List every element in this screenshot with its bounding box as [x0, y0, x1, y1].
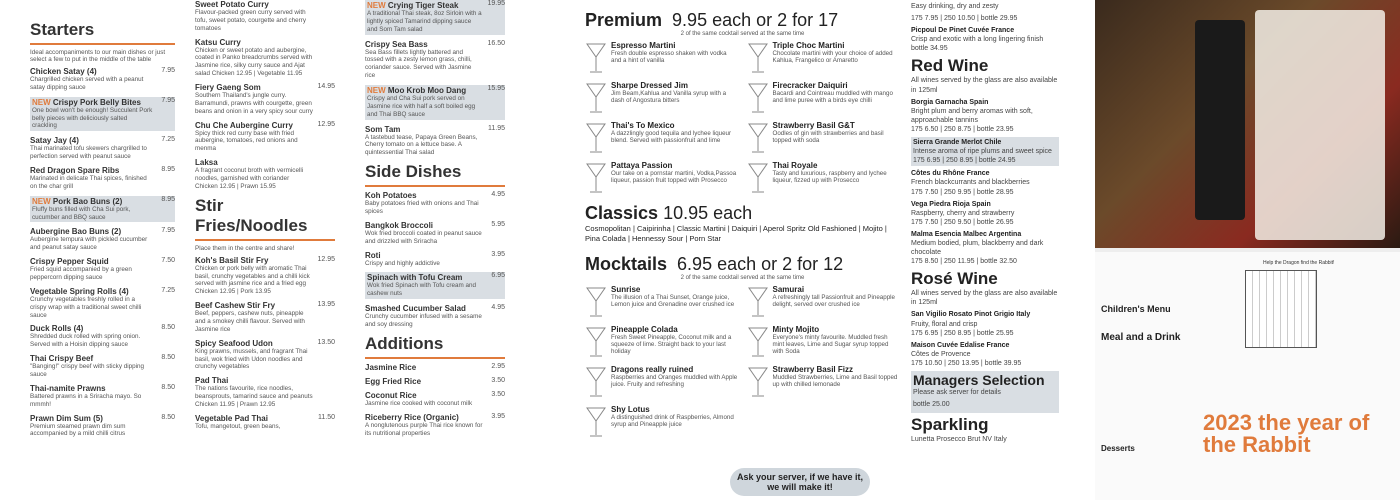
cocktail-glass-icon: [747, 365, 769, 399]
red-wine-desc: Raspberry, cherry and strawberry: [911, 209, 1015, 217]
main-item: [365, 0, 505, 35]
premium-sub: 2 of the same cocktail served at the same time: [680, 31, 805, 37]
mocktail-item: [585, 365, 739, 399]
red-wine-price: 175 6.50 | 250 8.75 | bottle 23.95: [911, 125, 1014, 133]
starter-item-desc: Premium steamed prawn dim sum accompanied by a mild chilli citrus: [30, 422, 126, 438]
cocktail-glass-icon: [585, 121, 607, 155]
starter-item-price: 7.95: [161, 227, 175, 235]
mocktail-item: [585, 325, 739, 359]
curry-item: [195, 158, 335, 191]
mocktail-name: Minty Mojito: [772, 324, 820, 334]
side-item-desc: Wok fried Spinach with Tofu cream and cashew nuts: [367, 282, 476, 298]
rose-sub: All wines served by the glass are also available in 125ml: [911, 290, 1058, 307]
rose-wine-item: [911, 341, 1059, 368]
cocktail-glass-icon: [585, 365, 607, 399]
stir-fry-item: [195, 339, 335, 372]
curry-item-desc: Chicken or sweet potato and aubergine, coated in Panko breadcrumbs served with Jasmine rice, silky curry sauce and Ajat salad Chicken 12.95 | Vegetable 11.95: [195, 46, 313, 78]
rose-heading: Rosé Wine: [911, 269, 998, 289]
addition-item-name: Jasmine Rice: [365, 362, 417, 372]
main-item-name: Som Tam: [365, 124, 401, 134]
starter-item-price: 8.50: [161, 324, 175, 332]
starter-item-name: Satay Jay (4): [30, 136, 79, 146]
rabbit-year-title: 2023 the year of the Rabbit: [1203, 410, 1370, 457]
curry-item: [195, 38, 335, 78]
starter-item-desc: One bowl won't be enough! Succulent Pork belly pieces with deliciously salted crackling: [32, 106, 153, 130]
stir-fry-item-desc: Tofu, mangetout, green beans,: [195, 422, 281, 430]
main-item-price: 16.50: [487, 39, 505, 47]
starter-item: [30, 97, 175, 132]
classics-heading: Classics 10.95 each: [585, 203, 753, 223]
sparkling-item: Lunetta Prosecco Brut NV Italy: [911, 436, 1007, 444]
starter-item: [30, 196, 175, 223]
starter-item-name: Red Dragon Spare Ribs: [30, 166, 120, 176]
stir-fry-item-price: 13.95: [317, 301, 335, 309]
rose-wine-name: San Vigilio Rosato Pinot Grigio Italy: [911, 311, 1031, 319]
rose-wine-price: 175 10.50 | 250 13.95 | bottle 39.95: [911, 359, 1022, 367]
maze-graphic: [1245, 270, 1317, 348]
cocktail-glass-icon: [585, 325, 607, 359]
starter-item: [30, 227, 175, 252]
starters-desc: Ideal accompaniments to our main dishes or just select a few to put in the middle of the table: [30, 49, 166, 63]
red-wine-price: 175 7.50 | 250 9.95 | bottle 28.95: [911, 188, 1014, 196]
wine-panel: [905, 0, 1095, 500]
starter-item-desc: Aubergine tempura with pickled cucumber and peanut satay sauce: [30, 236, 148, 252]
starter-item-name: Crispy Pepper Squid: [30, 257, 109, 267]
mocktail-item: [747, 285, 901, 319]
premium-cocktail-name: Thai's To Mexico: [611, 121, 675, 130]
addition-item-price: 3.50: [491, 390, 505, 398]
main-item: [365, 125, 505, 158]
curry-item: [195, 83, 335, 116]
food-menu-panel: [0, 0, 580, 500]
starter-item: [30, 287, 175, 320]
starter-item-price: 7.25: [161, 136, 175, 144]
starter-item-name: Prawn Dim Sum (5): [30, 413, 103, 423]
picpoul-item: Picpoul De Pinet Cuvée France Crisp and exotic with a long lingering finish bottle 34.95: [911, 27, 1044, 53]
starter-item-name: Aubergine Bao Buns (2): [30, 227, 122, 237]
restaurant-photo: [1095, 0, 1400, 248]
side-item-price: 6.95: [491, 272, 505, 280]
red-wine-desc: French blackcurrants and blackberries: [911, 179, 1030, 187]
mocktail-desc: The illusion of a Thai Sunset, Orange juice, Lemon juice and Grenadine over crushed ice: [611, 293, 735, 308]
curry-item-name: Chu Che Aubergine Curry: [195, 120, 293, 130]
curry-item-desc: Southern Thailand's jungle curry. Barramundi, prawns with courgette, green beans and onion in a very spicy sour curry: [195, 92, 313, 115]
divider: [365, 185, 505, 187]
kids-desserts: Desserts: [1101, 444, 1135, 453]
addition-item-name: Riceberry Rice (Organic): [365, 412, 459, 422]
side-item: [365, 251, 505, 268]
starter-item-price: 8.50: [161, 413, 175, 421]
kids-menu-image: [1095, 252, 1400, 500]
premium-cocktail-item: [585, 121, 739, 155]
starter-item-price: 8.50: [161, 354, 175, 362]
side-item-price: 4.95: [491, 191, 505, 199]
divider: [195, 239, 335, 241]
stir-fry-item-desc: King prawns, mussels, and fragrant Thai basil, wok fried with Udon noodles and crunchy vegetables: [195, 347, 308, 371]
starter-item: [30, 166, 175, 191]
main-item-desc: A tastebud tease, Papaya Green Beans, Cherry tomato on a lettuce base. A quintessential Thai salad: [365, 133, 478, 157]
starter-item-name: NEW Crispy Pork Belly Bites: [32, 97, 141, 107]
main-item-desc: Crispy and Cha Sui pork served on Jasmine rice with half a soft boiled egg and Thai BBQ sauce: [367, 95, 476, 118]
managers-selection: Managers Selection Please ask server for details bottle 25.00: [911, 371, 1059, 413]
mocktail-desc: Raspberries and Oranges muddled with Apple juice. Fruity and refreshing: [611, 373, 738, 388]
maze-title: Help the Dragon find the Rabbit!: [1263, 260, 1335, 266]
mocktail-name: Samurai: [772, 284, 805, 294]
mocktail-item: [747, 365, 901, 399]
rose-wine-desc: Fruity, floral and crisp: [911, 320, 978, 328]
starter-item-desc: Chargrilled chicken served with a peanut satay dipping sauce: [30, 76, 144, 91]
red-wine-price: 175 6.95 | 250 8.95 | bottle 24.95: [913, 157, 1016, 165]
main-item-price: 15.95: [487, 85, 505, 93]
stir-fry-item-name: Spicy Seafood Udon: [195, 338, 273, 348]
starter-item-desc: Marinated in delicate Thai spices, finished on the char grill: [30, 175, 147, 190]
starter-item-desc: Battered prawns in a Sriracha mayo. So mmmh!: [30, 392, 142, 408]
curry-item-desc: Spicy thick red curry base with fried aubergine, tomatoes, red onions and menma: [195, 129, 298, 153]
cocktail-glass-icon: [585, 41, 607, 75]
addition-item: [365, 377, 505, 386]
stir-fry-item-name: Beef Cashew Stir Fry: [195, 301, 276, 311]
starter-item: [30, 384, 175, 409]
mocktail-item: [747, 325, 901, 359]
premium-cocktail-item: [747, 81, 901, 115]
cocktail-glass-icon: [747, 325, 769, 359]
cocktail-glass-icon: [585, 81, 607, 115]
side-item: [365, 221, 505, 246]
premium-cocktail-desc: Our take on a pornstar martini, Vodka,Passoa liqueur, passion fruit topped with Prosecco: [611, 170, 737, 185]
starter-item: [30, 257, 175, 282]
stir-fries-heading: Stir Fries/Noodles: [195, 195, 308, 235]
premium-cocktail-desc: Jim Beam,Kahlua and Vanilla syrup with a dash of Angostura bitters: [611, 90, 727, 105]
main-item-name: NEW Moo Krob Moo Dang: [367, 86, 467, 96]
addition-item-name: Egg Fried Rice: [365, 376, 422, 386]
starter-item-price: 7.25: [161, 286, 175, 294]
cocktail-glass-icon: [747, 285, 769, 319]
premium-cocktail-desc: Fresh double espresso shaken with vodka and a hint of vanilla: [611, 50, 727, 65]
curry-item-price: 12.95: [317, 120, 335, 128]
premium-cocktail-name: Pattaya Passion: [611, 161, 673, 170]
side-dishes-heading: Side Dishes: [365, 162, 462, 182]
rose-wine-price: 175 6.95 | 250 8.95 | bottle 25.95: [911, 329, 1014, 337]
side-item-name: Roti: [365, 250, 381, 260]
mocktail-name: Strawberry Basil Fizz: [772, 364, 853, 374]
starter-item-price: 8.50: [161, 383, 175, 391]
red-wine-item: [911, 169, 1059, 196]
receipt-image: [1255, 10, 1385, 240]
cocktail-glass-icon: [747, 121, 769, 155]
wine-top-desc: Easy drinking, dry and zesty: [911, 3, 999, 10]
red-wine-price: 175 7.50 | 250 9.50 | bottle 26.95: [911, 218, 1014, 226]
side-item: [365, 191, 505, 216]
premium-cocktail-name: Espresso Martini: [611, 41, 676, 50]
red-wine-price: 175 8.50 | 250 11.95 | bottle 32.50: [911, 258, 1017, 266]
stir-fry-item-price: 11.50: [318, 413, 335, 421]
curry-item-name: Katsu Curry: [195, 37, 241, 47]
premium-cocktail-item: [747, 41, 901, 75]
stir-fry-item: [195, 301, 335, 334]
addition-item: [365, 363, 505, 372]
side-item-desc: Baby potatoes fried with onions and Thai spices: [365, 200, 479, 216]
starter-item: [30, 354, 175, 379]
divider: [30, 43, 175, 45]
addition-item-desc: Jasmine rice cooked with coconut milk: [365, 399, 473, 407]
curry-item-name: Sweet Potato Curry: [195, 0, 269, 9]
premium-cocktail-name: Sharpe Dressed Jim: [611, 81, 688, 90]
premium-cocktail-item: [585, 81, 739, 115]
mocktail-name: Pineapple Colada: [611, 324, 678, 334]
premium-cocktail-desc: A dazzlingly good tequila and lychee liqueur blend. Served with passionfruit and lime: [611, 130, 732, 145]
sparkling-heading: Sparkling: [911, 415, 989, 435]
mocktail-desc: Muddled Strawberries, Lime and Basil topped up with chilled lemonade: [772, 373, 898, 388]
addition-item: [365, 391, 505, 408]
starters-heading: Starters: [30, 20, 95, 39]
cocktail-glass-icon: [585, 405, 607, 439]
cocktail-glass-icon: [747, 81, 769, 115]
mocktail-desc: Everyone's minty favourite. Muddled fresh mint leaves, Lime and Sugar syrup topped with Soda: [772, 333, 889, 356]
cocktail-glass-icon: [747, 41, 769, 75]
stir-fry-item-price: 13.50: [317, 338, 335, 346]
addition-item-price: 3.50: [491, 376, 505, 384]
stir-fry-item-desc: Chicken or pork belly with aromatic Thai basil, crunchy vegetables and a chilli kick served with jasmine rice and a fried egg Chicken 12.95 | Pork 13.95: [195, 264, 310, 296]
mains-column: [365, 0, 505, 442]
stir-fries-desc: Place them in the centre and share!: [195, 244, 295, 252]
starter-item: [30, 136, 175, 161]
curry-item-name: Laksa: [195, 158, 218, 168]
starter-item-desc: Crunchy vegetables freshly rolled in a crispy wrap with a traditional sweet chilli sauce: [30, 295, 142, 319]
rose-wine-desc: Côtes de Provence: [911, 350, 971, 358]
main-item-price: 11.95: [488, 124, 505, 132]
side-item-price: 3.95: [491, 250, 505, 258]
red-wine-item: [911, 200, 1059, 227]
side-item-name: Bangkok Broccoli: [365, 220, 434, 230]
main-item-name: NEW Crying Tiger Steak: [367, 1, 459, 10]
stir-fry-item-name: Vegetable Pad Thai: [195, 413, 268, 423]
red-wine-item: [911, 230, 1059, 266]
premium-cocktail-name: Strawberry Basil G&T: [772, 121, 855, 130]
starter-item-desc: Fluffy buns filled with Cha Sui pork, cucumber and BBQ sauce: [32, 205, 131, 221]
red-list: [911, 98, 1059, 267]
cocktail-glass-icon: [585, 161, 607, 195]
main-item: [365, 40, 505, 80]
mocktail-name: Dragons really ruined: [611, 364, 694, 374]
red-wine-name: Borgia Garnacha Spain: [911, 98, 989, 106]
premium-cocktail-item: [747, 121, 901, 155]
mocktails-grid: [585, 285, 900, 439]
stir-fry-item: [195, 414, 335, 431]
stir-fry-item-name: Pad Thai: [195, 376, 229, 386]
stir-fry-item-price: 12.95: [317, 255, 335, 263]
mocktail-item: [585, 405, 739, 439]
addition-item-name: Coconut Rice: [365, 390, 417, 400]
starter-item-name: Thai-namite Prawns: [30, 383, 106, 393]
mocktails-heading: Mocktails 6.95 each or 2 for 12: [585, 253, 844, 274]
red-wine-name: Malma Esencia Malbec Argentina: [911, 230, 1022, 238]
cocktail-glass-icon: [585, 285, 607, 319]
stir-fry-item-desc: Beef, peppers, cashew nuts, pineapple and a smokey chilli flavour. Served with Jasmine rice: [195, 310, 305, 333]
mocktail-name: Sunrise: [611, 284, 641, 294]
premium-cocktail-desc: Bacardi and Cointreau muddled with mango and lime puree with a birds eye chilli: [772, 90, 893, 105]
addition-item-price: 3.95: [491, 412, 505, 420]
addition-item-desc: A nonglutenous purple Thai rice known for its nutritional properties: [365, 421, 483, 437]
starter-item: [30, 324, 175, 349]
divider: [365, 357, 505, 359]
starter-item-name: Chicken Satay (4): [30, 67, 97, 76]
side-item-desc: Wok fried broccoli coated in peanut sauce and drizzled with Sriracha: [365, 229, 482, 245]
curry-item-name: Fiery Gaeng Som: [195, 83, 261, 93]
stir-fry-item-desc: The nations favourite, rice noodles, beansprouts, tamarind sauce and peanuts Chicken 11.95 | Prawn 12.95: [195, 385, 313, 409]
starter-item: [30, 67, 175, 92]
starter-item-desc: Thai marinated tofu skewers chargrilled to perfection served with peanut sauce: [30, 145, 147, 161]
starter-item-price: 7.95: [161, 96, 175, 104]
premium-cocktail-item: [747, 161, 901, 195]
premium-cocktail-name: Thai Royale: [772, 161, 818, 170]
mocktails-sub: 2 of the same cocktail served at the same time: [680, 274, 805, 281]
premium-cocktail-desc: Chocolate martini with your choice of added Kahlua, Frangelico or Amaretto: [772, 50, 893, 65]
starter-item-price: 8.95: [161, 195, 175, 203]
mocktail-desc: A refreshingly tall Passionfruit and Pineapple delight, served over crushed ice: [772, 293, 895, 308]
side-item-desc: Crunchy cucumber infused with a sesame and soy dressing: [365, 313, 482, 329]
voucher-image: [1195, 20, 1245, 220]
red-wine-desc: Medium bodied, plum, blackberry and dark chocolate: [911, 239, 1044, 257]
premium-cocktail-item: [585, 161, 739, 195]
side-item-name: Spinach with Tofu Cream: [367, 273, 463, 283]
curry-item-price: 14.95: [317, 83, 335, 91]
mocktail-desc: A distinguished drink of Raspberries, Almond syrup and Pineapple juice: [611, 413, 734, 428]
premium-cocktail-desc: Tasty and luxurious, raspberry and lychee liqueur, fizzed up with Prosecco: [772, 170, 887, 185]
mocktail-item: [585, 285, 739, 319]
red-wine-name: Sierra Grande Merlot Chile: [913, 139, 1002, 147]
addition-item-price: 2.95: [491, 362, 505, 370]
curry-item-desc: A fragrant coconut broth with vermicelli noodles, garnished with coriander Chicken 12.95 | Prawn 15.95: [195, 167, 304, 190]
starter-item-desc: Shredded duck rolled with spring onion. Served with a Hoisin dipping sauce: [30, 333, 141, 349]
red-wine-item: [911, 98, 1059, 134]
curries-column: [195, 0, 335, 436]
side-item: [365, 304, 505, 329]
red-wine-name: Côtes du Rhône France: [911, 170, 990, 178]
kids-subtitle: Meal and a Drink: [1101, 332, 1181, 343]
image-panel: [1095, 0, 1400, 500]
mocktail-name: Shy Lotus: [611, 404, 650, 414]
premium-heading: Premium 9.95 each or 2 for 17: [585, 10, 839, 30]
starter-item-price: 7.95: [161, 67, 175, 74]
curry-item-desc: Flavour-packed green curry served with tofu, sweet potato, courgette and cherry tomatoes: [195, 9, 306, 32]
side-item-desc: Crispy and highly addictive: [365, 259, 440, 267]
starter-item-name: NEW Pork Bao Buns (2): [32, 196, 123, 206]
premium-cocktail-name: Triple Choc Martini: [772, 41, 845, 50]
stir-fry-item: [195, 256, 335, 296]
red-wine-name: Vega Piedra Rioja Spain: [911, 200, 991, 208]
side-item-price: 5.95: [491, 220, 505, 228]
main-item-desc: Sea Bass fillets lightly battered and tossed with a zesty lemon grass, chilli, coriander sauce. Served with Jasmine rice: [365, 48, 472, 80]
starter-item-desc: "Banging!" crispy beef with sticky dipping sauce: [30, 363, 145, 379]
premium-grid: [585, 41, 900, 195]
kids-menu-title: Children's Menu: [1101, 304, 1171, 314]
classics-list: Cosmopolitan | Caipirinha | Classic Martini | Daiquiri | Aperol Spritz Old Fashioned | Mojito | Pina Colada | Hennessy Sour | Porn Star: [585, 224, 887, 243]
stir-fry-item: [195, 376, 335, 409]
rose-list: [911, 310, 1059, 368]
ask-server-bubble: Ask your server, if we have it, we will make it!: [730, 468, 870, 496]
additions-heading: Additions: [365, 333, 444, 353]
side-item-price: 4.95: [491, 304, 505, 312]
stir-fry-item-name: Koh's Basil Stir Fry: [195, 255, 269, 265]
premium-cocktail-desc: Oodles of gin with strawberries and basil topped with soda: [772, 130, 884, 145]
side-item-name: Smashed Cucumber Salad: [365, 304, 466, 314]
premium-cocktail-item: [585, 41, 739, 75]
addition-item: [365, 413, 505, 438]
rose-wine-item: [911, 310, 1059, 337]
starter-item-name: Duck Rolls (4): [30, 324, 84, 334]
rose-wine-name: Maison Cuvée Edalise France: [911, 341, 1010, 349]
red-wine-sub: All wines served by the glass are also available in 125ml: [911, 77, 1058, 94]
starter-item-price: 8.95: [161, 166, 175, 174]
starter-item-name: Vegetable Spring Rolls (4): [30, 286, 129, 296]
starter-item: [30, 414, 175, 439]
curry-item: [195, 121, 335, 154]
starters-column: [30, 0, 175, 443]
red-wine-item: [911, 137, 1059, 166]
cocktail-glass-icon: [747, 161, 769, 195]
cocktail-panel: [580, 0, 905, 500]
side-item-name: Koh Potatoes: [365, 191, 417, 201]
curry-item: [195, 0, 335, 33]
side-item: [365, 272, 505, 299]
starter-item-desc: Fried squid accompanied by a green peppercorn dipping sauce: [30, 266, 132, 282]
mocktail-desc: Fresh Sweet Pineapple, Coconut milk and a squeeze of lime. Straight back to your last holiday: [611, 333, 732, 356]
wine-top-prices: 175 7.95 | 250 10.50 | bottle 29.95: [911, 15, 1018, 23]
red-wine-desc: Intense aroma of ripe plums and sweet spice: [913, 148, 1052, 156]
red-wine-desc: Bright plum and berry aromas with soft, approachable tannins: [911, 107, 1033, 124]
starter-item-name: Thai Crispy Beef: [30, 354, 94, 364]
premium-cocktail-name: Firecracker Daiquiri: [772, 81, 848, 90]
main-item-desc: A traditional Thai steak, 8oz Sirloin with a lightly spiced Tamarind dipping sauce and Som Tam salad: [367, 10, 482, 33]
red-wine-heading: Red Wine: [911, 56, 989, 76]
starter-item-price: 7.50: [161, 257, 175, 265]
main-item: [365, 85, 505, 120]
main-item-name: Crispy Sea Bass: [365, 39, 428, 49]
main-item-price: 19.95: [487, 0, 505, 7]
